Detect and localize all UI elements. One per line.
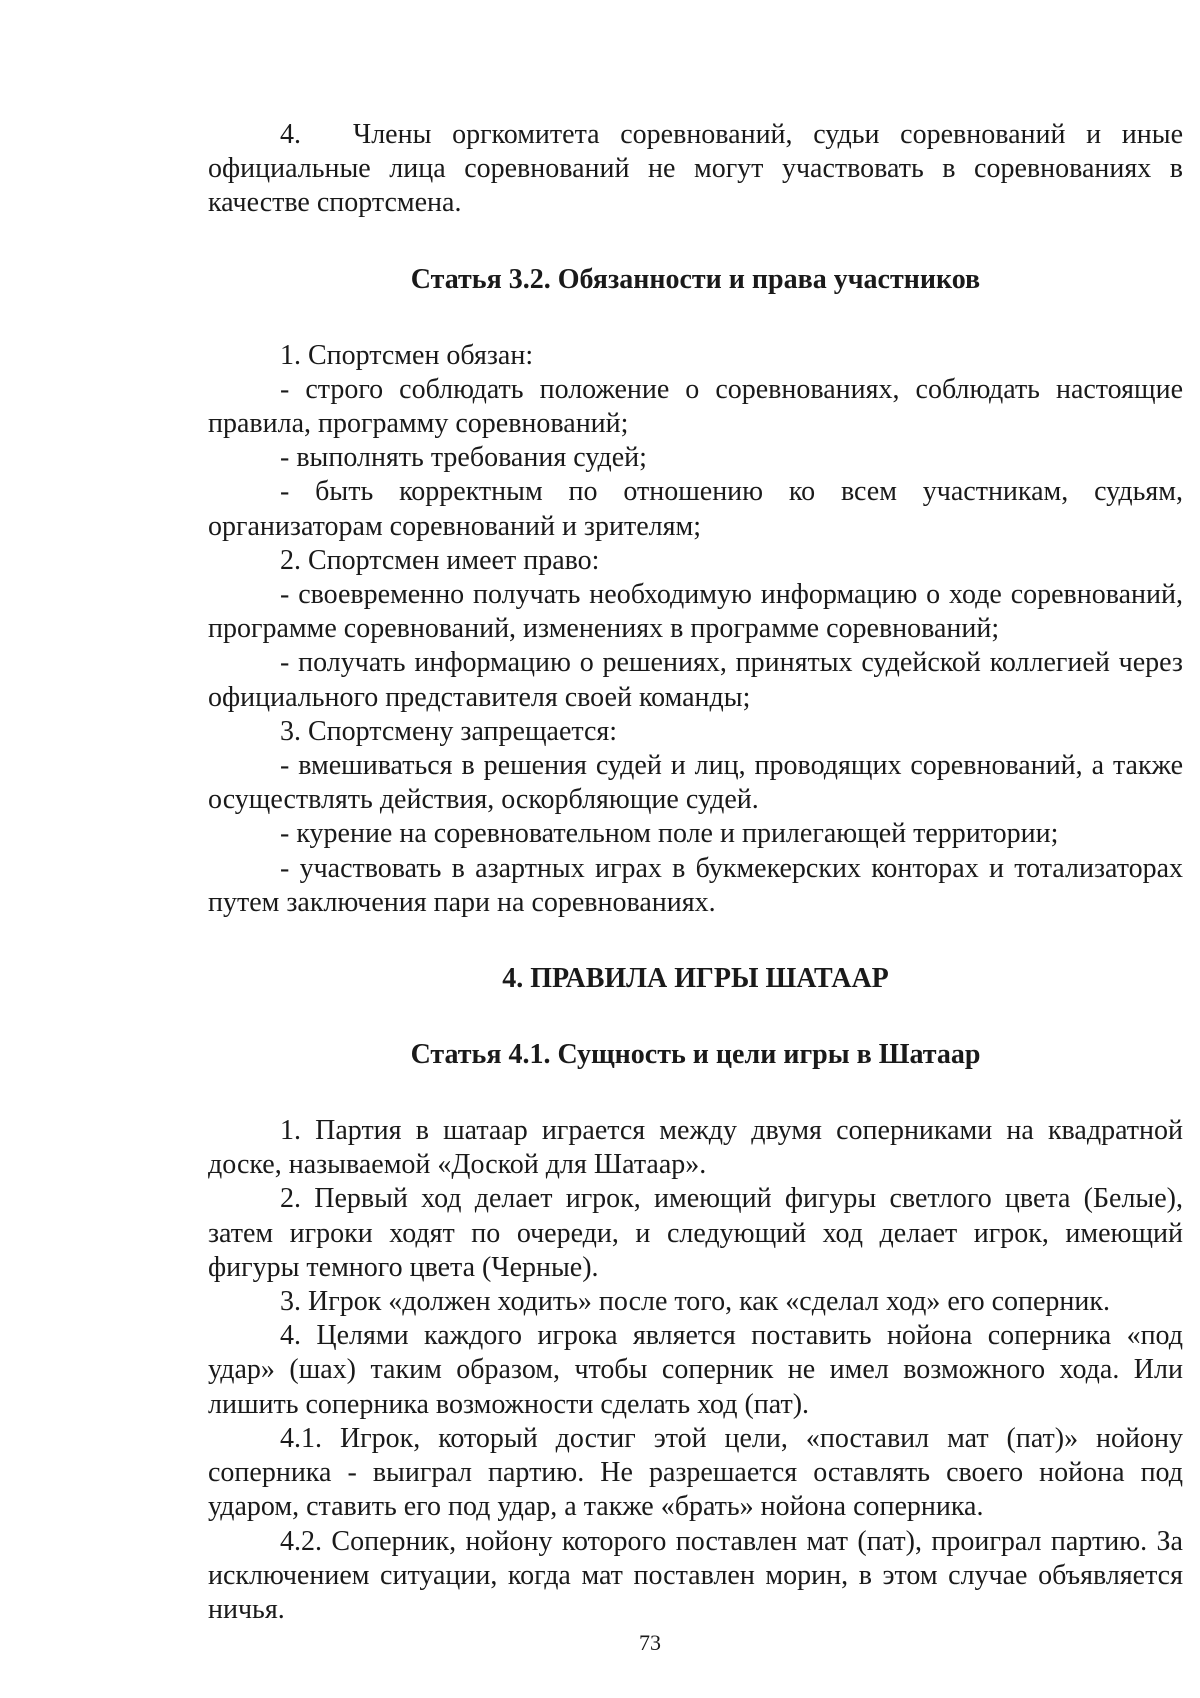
list-item: - вмешиваться в решения судей и лиц, проводящих соревнований, а также осуществлять действия, оскорбляющие судей.: [208, 750, 1183, 816]
page-number: 73: [639, 1630, 661, 1655]
list-item: 2. Спортсмен имеет право:: [280, 544, 600, 576]
list-item: - строго соблюдать положение о соревнованиях, соблюдать настоящие правила, программу соревнований;: [208, 373, 1183, 440]
list-item: - получать информацию о решениях, принятых судейской коллегией через официального представителя своей команды;: [208, 647, 1183, 713]
rule-paragraph: 2. Первый ход делает игрок, имеющий фигуры светлого цвета (Белые), затем игроки ходят по очереди, и следующий ход делает игрок, имеющий фигуры темного цвета (Черные).: [208, 1183, 1183, 1283]
rule-paragraph: 1. Партия в шатаар играется между двумя соперниками на квадратной доске, называемой «Доской для Шатаар».: [208, 1115, 1183, 1181]
list-item: 3. Спортсмену запрещается:: [280, 715, 618, 747]
rule-paragraph: 3. Игрок «должен ходить» после того, как «сделал ход» его соперник.: [280, 1286, 1111, 1318]
rule-paragraph: 4.2. Соперник, нойону которого поставлен мат (пат), проиграл партию. За исключением ситуации, когда мат поставлен морин, в этом случае объявляется ничья.: [208, 1525, 1183, 1625]
section-4-heading: 4. ПРАВИЛА ИГРЫ ШАТААР: [502, 963, 889, 995]
paragraph-number: 4.: [280, 119, 301, 150]
rule-paragraph: 4. Целями каждого игрока является поставить нойона соперника «под удар» (шах) таким образом, чтобы соперник не имел возможного хода. Или лишить соперника возможности сделать ход (пат).: [208, 1320, 1183, 1420]
rule-paragraph: 4.1. Игрок, который достиг этой цели, «поставил мат (пат)» нойону соперника - выиграл партию. Не разрешается оставлять своего нойона под ударом, ставить его под удар, а также «брать» нойона соперника.: [208, 1422, 1183, 1523]
paragraph-text: Члены оргкомитета соревнований, судьи соревнований и иные официальные лица соревнований не могут участвовать в соревнованиях в качестве спортсмена.: [208, 119, 1183, 219]
paragraph-officials: [208, 118, 1183, 221]
list-item: - курение на соревновательном поле и прилегающей территории;: [280, 818, 1059, 850]
list-item: - участвовать в азартных играх в букмекерских конторах и тотализаторах путем заключения пари на соревнованиях.: [208, 852, 1183, 918]
list-item: 1. Спортсмен обязан:: [280, 339, 534, 371]
list-item: - своевременно получать необходимую информацию о ходе соревнований, программе соревнований, изменениях в программе соревнований;: [208, 579, 1183, 645]
list-item: - выполнять требования судей;: [280, 442, 647, 474]
page-content: [208, 118, 1183, 1627]
article-3-2-heading: Статья 3.2. Обязанности и права участников: [410, 263, 981, 295]
article-4-1-heading: Статья 4.1. Сущность и цели игры в Шатаар: [410, 1039, 981, 1071]
list-item: - быть корректным по отношению ко всем участникам, судьям, организаторам соревнований и зрителям;: [208, 476, 1183, 542]
